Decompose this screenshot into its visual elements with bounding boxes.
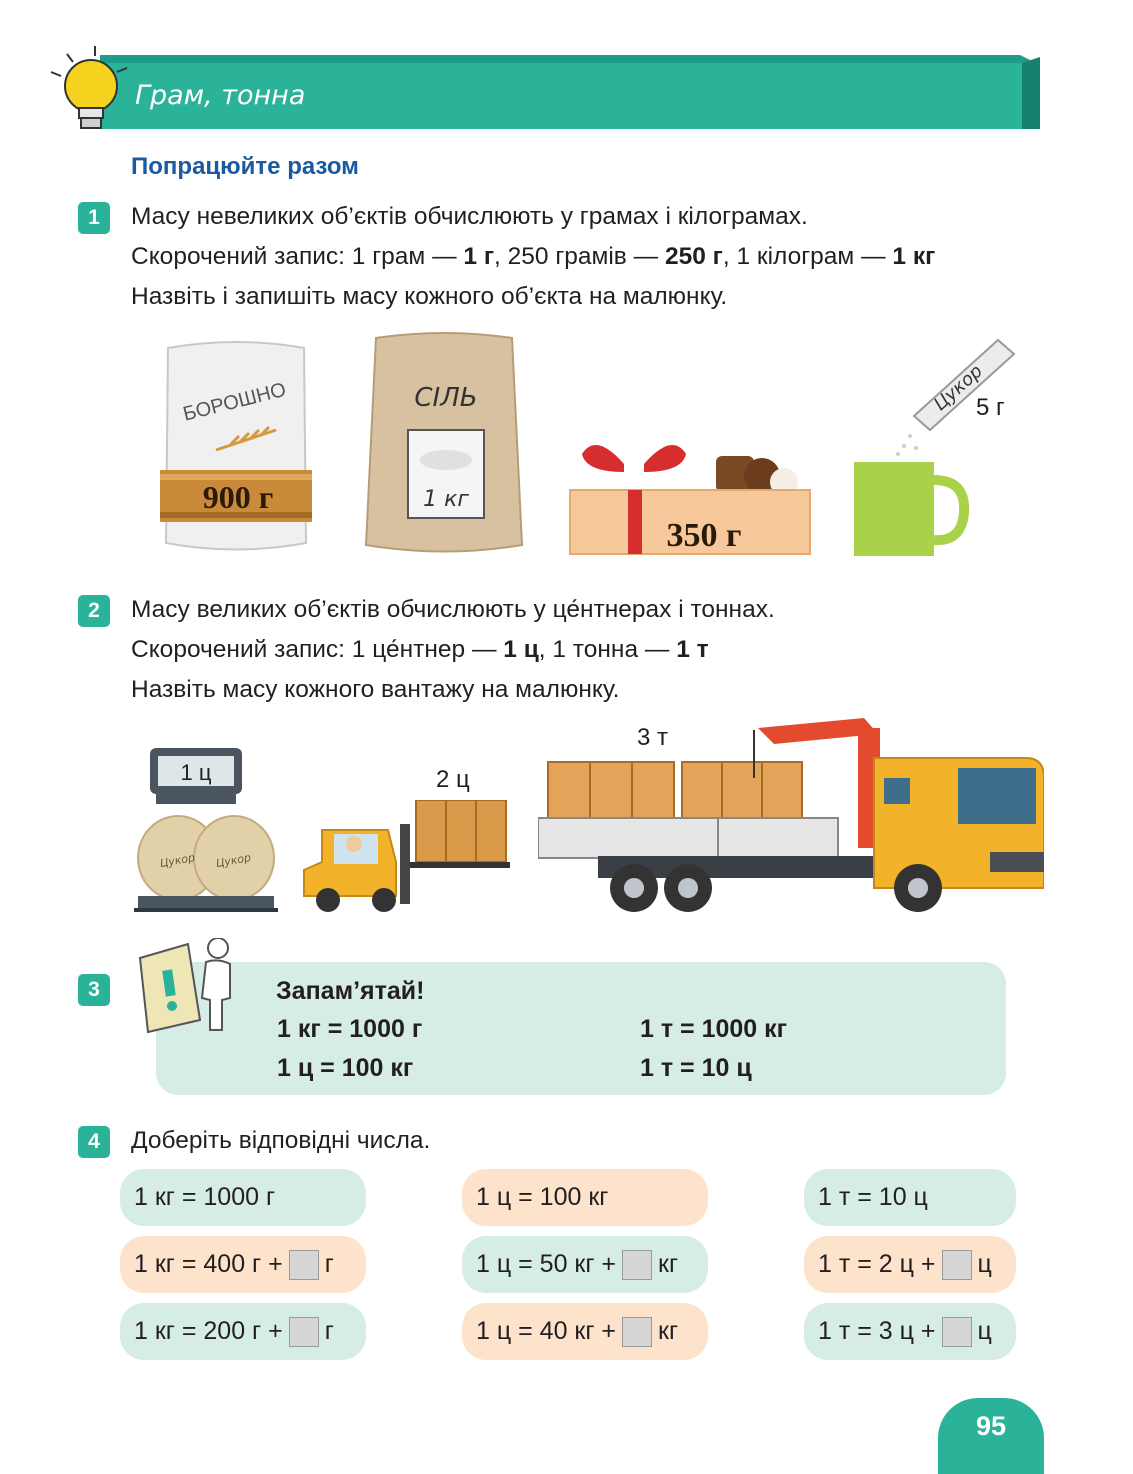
truck-image: [538, 718, 1044, 914]
forklift-mass: 2 ц: [436, 766, 470, 793]
page-number: 95: [938, 1398, 1044, 1474]
task4-instruction: Доберіть відповідні числа.: [131, 1127, 431, 1154]
task2-line1: Масу великих об’єктів обчислюють у це́нтнерах і тоннах.: [131, 596, 775, 623]
task-number-1: 1: [78, 202, 110, 234]
truck-mass: 3 т: [637, 724, 669, 751]
equation-c-2: 1 ц = 50 кг + кг: [462, 1236, 708, 1293]
equation-kg-1: 1 кг = 1000 г: [120, 1169, 366, 1226]
page-title: Грам, тонна: [135, 80, 306, 111]
memo-formula-4: 1 т = 10 ц: [640, 1054, 752, 1082]
flour-label: БОРОШНО: [180, 378, 289, 426]
sugar-mug-image: [850, 336, 1030, 558]
gift-mass: 350 г: [666, 517, 742, 554]
memo-formula-1: 1 кг = 1000 г: [277, 1015, 423, 1043]
equation-kg-2: 1 кг = 400 г + г: [120, 1236, 366, 1293]
answer-box[interactable]: [622, 1317, 652, 1347]
sack-label-2: Цукор: [214, 851, 252, 871]
flour-mass: 900 г: [202, 479, 274, 515]
sack-label-1: Цукор: [158, 851, 196, 871]
sugar-mass: 5 г: [976, 394, 1005, 421]
memo-figure-icon: [130, 938, 240, 1038]
salt-mass: 1 кг: [423, 487, 469, 512]
equation-c-3: 1 ц = 40 кг + кг: [462, 1303, 708, 1360]
answer-box[interactable]: [289, 1317, 319, 1347]
task-number-3: 3: [78, 974, 110, 1006]
scale-mass: 1 ц: [180, 760, 212, 785]
flour-bag-image: [156, 338, 316, 558]
task2-line2: Скорочений запис: 1 це́нтнер — 1 ц, 1 тонна — 1 т: [131, 636, 709, 663]
section-subtitle: Попрацюйте разом: [131, 153, 359, 180]
answer-box[interactable]: [942, 1317, 972, 1347]
scale-image: [134, 748, 280, 914]
sugar-label: Цукор: [929, 360, 987, 416]
memo-formula-3: 1 ц = 100 кг: [277, 1054, 414, 1082]
equation-t-3: 1 т = 3 ц + ц: [804, 1303, 1016, 1360]
task2-line3: Назвіть масу кожного вантажу на малюнку.: [131, 676, 620, 703]
equation-t-2: 1 т = 2 ц + ц: [804, 1236, 1016, 1293]
task-number-4: 4: [78, 1126, 110, 1158]
task1-line3: Назвіть і запишіть масу кожного об’єкта на малюнку.: [131, 283, 728, 310]
memo-formula-2: 1 т = 1000 кг: [640, 1015, 788, 1043]
salt-bag-image: [362, 330, 527, 558]
equation-t-1: 1 т = 10 ц: [804, 1169, 1016, 1226]
forklift-image: [300, 800, 510, 914]
equation-kg-3: 1 кг = 200 г + г: [120, 1303, 366, 1360]
answer-box[interactable]: [622, 1250, 652, 1280]
equation-c-1: 1 ц = 100 кг: [462, 1169, 708, 1226]
answer-box[interactable]: [289, 1250, 319, 1280]
task1-line1: Масу невеликих об’єктів обчислюють у грамах і кілограмах.: [131, 203, 808, 230]
lightbulb-icon: [45, 42, 130, 137]
memo-title: Запам’ятай!: [276, 977, 425, 1005]
task1-line2: Скорочений запис: 1 грам — 1 г, 250 грамів — 250 г, 1 кілограм — 1 кг: [131, 243, 936, 270]
salt-label: СІЛЬ: [414, 383, 478, 413]
gift-box-image: [566, 432, 816, 558]
answer-box[interactable]: [942, 1250, 972, 1280]
task-number-2: 2: [78, 595, 110, 627]
